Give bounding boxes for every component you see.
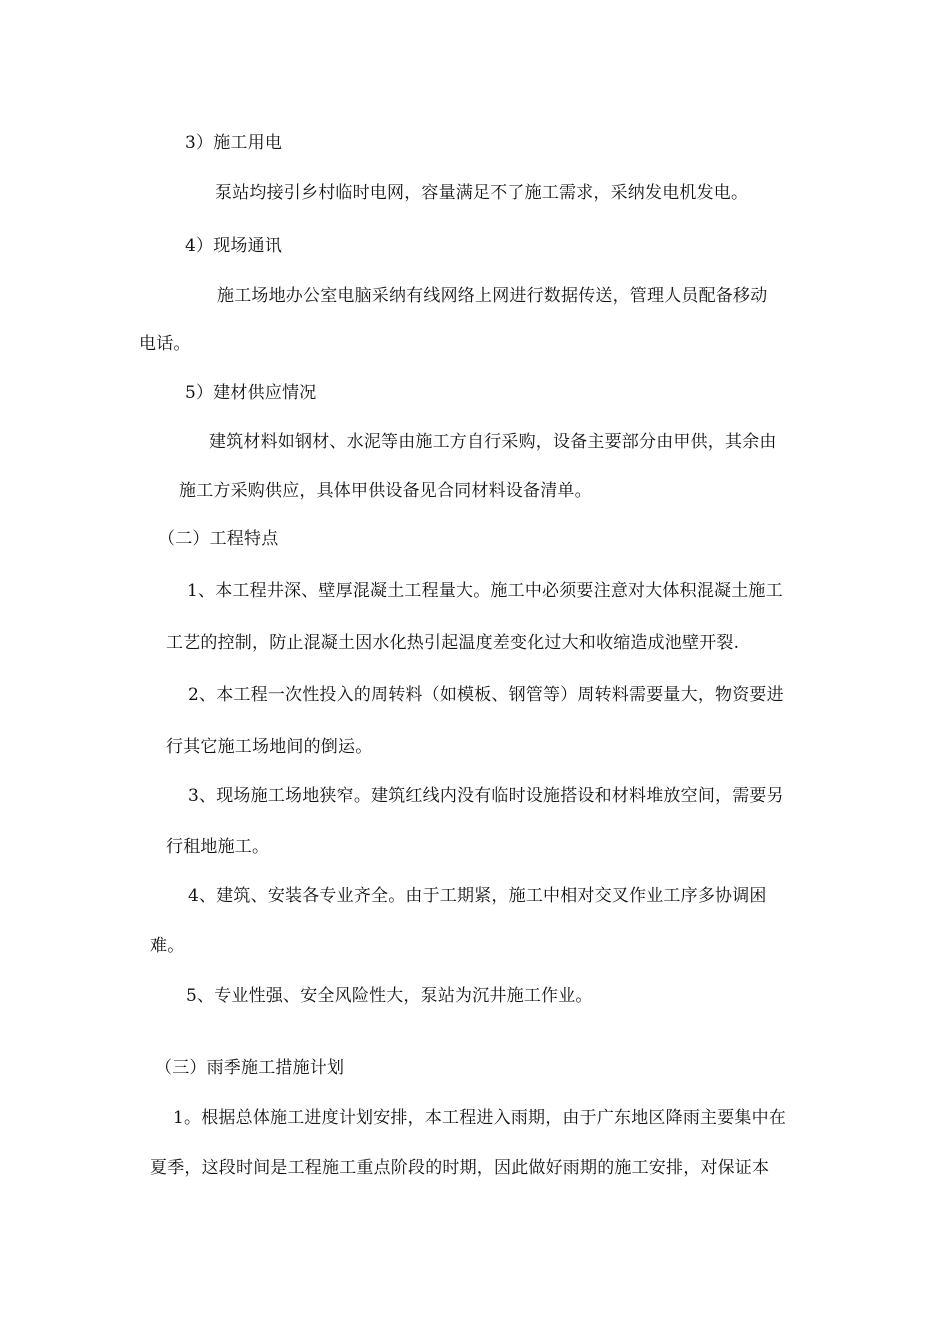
feature-4-line1: 4、建筑、安装各专业齐全。由于工期紧，施工中相对交叉作业工序多协调困: [188, 886, 767, 906]
feature-1-line2: 工艺的控制，防止混凝土因水化热引起温度差变化过大和收缩造成池壁开裂.: [166, 633, 740, 653]
feature-3-line1: 3、现场施工场地狭窄。建筑红线内没有临时设施搭设和材料堆放空间，需要另: [188, 786, 784, 806]
subheading-communication: 4）现场通讯: [185, 236, 283, 256]
paragraph-materials-line1: 建筑材料如钢材、水泥等由施工方自行采购，设备主要部分由甲供，其余由: [209, 432, 777, 452]
feature-2-line2: 行其它施工场地间的倒运。: [166, 737, 373, 757]
feature-3-line2: 行租地施工。: [166, 837, 270, 857]
section-heading-features: （二）工程特点: [158, 529, 279, 549]
feature-1-line1: 1、本工程井深、壁厚混凝土工程量大。施工中必须要注意对大体积混凝土施工: [187, 581, 783, 601]
paragraph-communication-line2: 电话。: [139, 334, 191, 354]
paragraph-materials-line2: 施工方采购供应，具体甲供设备见合同材料设备清单。: [179, 481, 592, 501]
rainy-item-1-line1: 1。根据总体施工进度计划安排，本工程进入雨期，由于广东地区降雨主要集中在: [173, 1108, 787, 1128]
subheading-materials: 5）建材供应情况: [185, 383, 317, 403]
subheading-power: 3）施工用电: [185, 133, 283, 153]
paragraph-communication-line1: 施工场地办公室电脑采纳有线网络上网进行数据传送，管理人员配备移动: [217, 286, 768, 306]
feature-2-line1: 2、本工程一次性投入的周转料（如模板、钢管等）周转料需要量大，物资要进: [188, 685, 784, 705]
rainy-item-1-line2: 夏季，这段时间是工程施工重点阶段的时期，因此做好雨期的施工安排，对保证本: [150, 1158, 770, 1178]
paragraph-power: 泵站均接引乡村临时电网，容量满足不了施工需求，采纳发电机发电。: [215, 183, 749, 203]
section-heading-rainy-season: （三）雨季施工措施计划: [155, 1058, 345, 1078]
feature-5: 5、专业性强、安全风险性大，泵站为沉井施工作业。: [186, 986, 593, 1006]
feature-4-line2: 难。: [150, 936, 185, 956]
